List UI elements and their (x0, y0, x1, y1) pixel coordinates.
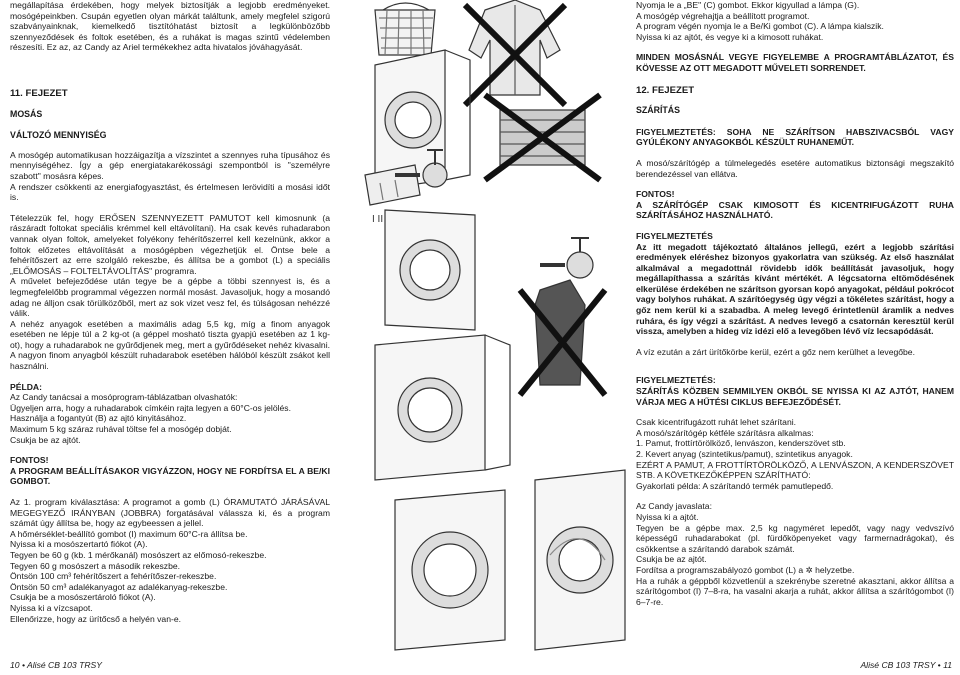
program-select-paragraph: Az 1. program kiválasztása: A programot a gomb (L) ÓRAMUTATÓ JÁRÁSÁVAL MEGEGYEZŐ IRÁNYBAN (JOBBRA) forgatásával válassza ki, és a program számát úgy állítsa be, hogy az egybeessen a jellel. (10, 497, 330, 529)
step-line: Tegyen be 60 g (kb. 1 mérőkanál) mosószert az előmosó-rekeszbe. (10, 549, 267, 560)
step-line: Öntsön 50 cm³ adalékanyagot az adalékanyag-rekeszbe. (10, 581, 228, 592)
program-table-note: MINDEN MOSÁSNÁL VEGYE FIGYELEMBE A PROGRAMTÁBLÁZATOT, ÉS KÖVESSE AZ OTT MEGADOTT MŰVELETI SORRENDET. (636, 52, 954, 73)
paragraph-closed-circuit: A víz ezután a zárt ürítőkörbe kerül, ezért a gőz nem kerülhet a levegőbe. (636, 346, 915, 357)
example-line: Használja a fogantyút (B) az ajtó kinyitásához. (10, 413, 187, 424)
svg-text:I II: I II (372, 214, 384, 225)
step-line: Öntsön 100 cm³ fehérítőszert a fehérítőszer-rekeszbe. (10, 571, 217, 582)
water-tap-icon (540, 238, 593, 278)
section-title-drying: SZÁRÍTÁS (636, 105, 680, 116)
important-title: FONTOS! (10, 455, 49, 466)
paragraph-cotton-drying: EZÉRT A PAMUT, A FROTTÍRTÖRÖLKÖZŐ, A LENVÁSZON, A KENDERSZÖVET STB. A KÖVETKEZŐKÉPPEN SZÁRÍTHATÓ: (636, 459, 954, 481)
warning-title: FIGYELMEZTETÉS (636, 230, 713, 241)
step-line: Nyissa ki a vízcsapot. (10, 602, 93, 613)
drying-type-2: 2. Kevert anyag (szintetikus/pamut), szintetikus anyagok. (636, 449, 853, 459)
paragraph-energy: A rendszer csökkenti az energiafogyasztást, és értelmesen lerövidíti a mosási időt is. (10, 181, 330, 203)
washing-machine-icon (375, 50, 470, 190)
laundry-basket-icon (375, 3, 435, 55)
step-line: Csukja be a mosószertároló fiókot (A). (10, 592, 156, 603)
footer-left-page-number: 10 • Alisé CB 103 TRSY (10, 660, 103, 670)
warning-general-text: Az itt megadott tájékoztató általános jellegű, ezért a legjobb szárítási eredmények eléréshez bizonyos gyakorlatra van szükség. Az első használat alkalmával a megadottnál rövidebb idők beállítását javasoljuk, hogy megállapíthassa a szárítás kívánt mértékét. A légcsatorna eltömődésének elkerülése érdekében ne szárítson gyorsan kopó anyagokat, például pokrócot vagy bolyhos ruhákat. A szárítóegység úgy végzi a tökéletes szárítást, hogy a gőz nem kerül ki a szabadba. A meleg levegő érintetlenül áramlik a nedves ruhára, és így végzi a szárítást. A nedves levegő a csatornán keresztül kerül vissza, amelyben a hideg víz idézi elő a levegőben lévő víz lecsapódását. (636, 241, 954, 337)
drying-type-1: 1. Pamut, frottírtörölköző, lenvászon, kenderszövet stb. (636, 438, 846, 449)
warning-door-text: SZÁRÍTÁS KÖZBEN SEMMILYEN OKBÓL SE NYISSA KI AZ AJTÓT, HANEM VÁRJA MEG A HŰTÉSI CIKLUS BEFEJEZŐDÉSÉT. (636, 386, 954, 407)
example-list (10, 392, 330, 445)
right-column (636, 0, 954, 607)
left-column (10, 89, 330, 624)
intro-paragraph: megállapítása érdekében, hogy melyek biztosítják a legjobb eredményeket. mosógépeinkben. Csupán egyetlen olyan márkát találtunk, amely megfelel szigorú szabványainknak, kiemelkedő tisztítóhatást biztosít a legkülönbözőbb szennyeződések és foltok esetében, és a ruhákat is magas szintű védelemben részesíti. Ez az, az Candy az Ariel termékekhez adta hivatalos jóváhagyását. (10, 0, 330, 53)
paragraph-max-load: A nehéz anyagok esetében a maximális adag 5,5 kg, míg a finom anyagok esetében ne lépje túl a 2 kg-ot (a géppel mosható tiszta gyapjú esetében az 1 kg-ot), hogy a ruhadarabok ne gyűrődjenek meg, mert a gyűrődéseket nehéz kivasalni. A nagyon finom anyagból készült ruhadarabok esetében hálóból készült zsákot kell használni. (10, 318, 330, 372)
right-top-line: A mosógép végrehajtja a beállított programot. (636, 10, 810, 21)
washing-machine-icon (395, 490, 505, 650)
example-line-right: Ha a ruhák a géppből közvetlenül a szekrénybe szeretné akasztani, akkor állítsa a szárítógombot (I) 7–8-ra, ha vasalni akarja a ruhát, akkor állítsa a szárítógombot (I) 6–7-re. (636, 575, 954, 607)
step-line: A hőmérséklet-beállító gombot (I) maximum 60°C-ra állítsa be. (10, 528, 248, 539)
paragraph-overheat: A mosó/szárítógép a túlmelegedés esetére automatikus biztonsági megszakító berendezéssel van ellátva. (636, 157, 954, 179)
jacket-crossed-icon (465, 0, 565, 105)
footer-right-page-number: Alisé CB 103 TRSY • 11 (860, 660, 952, 670)
right-top-line: Nyissa ki az ajtót, és vegye ki a kimosott ruhákat. (636, 31, 824, 42)
step-line: Nyissa ki a mosószertartó fiókot (A). (10, 539, 148, 550)
paragraph-practical-example: Gyakorlati példa: A szárítandó termék pamutlepedő. (636, 480, 834, 491)
example-line: Maximum 5 kg száraz ruhával töltse fel a mosógép dobját. (10, 424, 232, 435)
left-top-text-block (10, 0, 330, 53)
example-line: Az Candy tanácsai a mosóprogram-táblázatban olvashatók: (10, 392, 238, 403)
warning-foam: FIGYELMEZTETÉS: SOHA NE SZÁRÍTSON HABSZIVACSBÓL VAGY GYÚLÉKONY ANYAGOKBÓL KÉSZÜLT RUHANEMŰT. (636, 126, 954, 148)
example-line-right: Az Candy javaslata: (636, 501, 712, 512)
right-top-line: A program végén nyomja le a Be/Ki gombot (C). A lámpa kialszik. (636, 21, 884, 32)
important-title-right: FONTOS! (636, 189, 675, 200)
paragraph-two-types: A mosó/szárítógép kétféle szárításra alkalmas: (636, 427, 814, 438)
example-line: Ügyeljen arra, hogy a ruhadarabok címkéin rajta legyen a 60°C-os jelölés. (10, 402, 291, 413)
warning-door-title: FIGYELMEZTETÉS: (636, 375, 716, 386)
example-line-right: Tegyen be a gépbe max. 2,5 kg nagyméret lepedőt, vagy nagy vedvszívó képességű ruhadarabokat (pl. fürdőköpenyeket vagy farmernadrágokat), és csökkentse a szárítandó darabok számát. (636, 522, 954, 554)
subsection-variable-quantity: VÁLTOZÓ MENNYISÉG (10, 130, 107, 141)
step-line: Ellenőrizze, hogy az ürítőcső a helyén van-e. (10, 613, 182, 624)
important-text-right: A SZÁRÍTÓGÉP CSAK KIMOSOTT ÉS KICENTRIFUGÁZOTT RUHA SZÁRÍTÁSÁHOZ HASZNÁLHATÓ. (636, 199, 954, 221)
washing-machine-icon (375, 335, 510, 480)
shirt-crossed-icon (520, 280, 605, 395)
paragraph-spun-only: Csak kicentrifugázott ruhát lehet szárítani. (636, 417, 797, 428)
example-line-right: Nyissa ki a ajtót. (636, 511, 699, 522)
paragraph-after-prewash: A művelet befejeződése után tegye be a gépbe a többi szennyest is, és a legmegfelelőbb programmal végezzen normál mosást. Javasoljuk, hogy a mosandó adag ne álljon csak törülközőből, mert az sok vizet vesz fel, és túlságosan nehézzé válik. (10, 276, 330, 319)
paragraph-auto-level: A mosógép automatikusan hozzáigazítja a vízszintet a szennyes ruha típusához és mennyiségéhez. Így a gép energiatakarékossági szempontból is "személyre szabott" mosásra képes. (10, 149, 330, 181)
paragraph-heavily-soiled: Tételezzük fel, hogy ERŐSEN SZENNYEZETT PAMUTOT kell kimosnunk (a rászáradt foltokat speciális krémmel kell eltávolítani). Ha csak kevés ruhadarabon vannak olyan foltok, amelyeket folyékony fehérítőszerrel kell kezelnünk, akkor a foltok előzetes eltávolítását a mosógépben végezhetjük el. Öntse bele a fehérítőszert az erre szolgáló rekeszbe, és állítsa be a gombot (L) a speciális „ELŐMOSÁS – FOLTELTÁVOLÍTÁS" programra. (10, 212, 330, 276)
illustration-strip (335, 0, 631, 655)
chapter-title-12: 12. FEJEZET (636, 84, 695, 96)
example-line-right: Fordítsa a programszabályozó gombot (L) a ✲ helyzetbe. (636, 564, 855, 575)
example-line: Csukja be az ajtót. (10, 434, 81, 445)
wash-steps-list (10, 529, 330, 624)
section-title-wash: MOSÁS (10, 108, 43, 119)
dryer-door-icon (535, 470, 625, 650)
example-title: PÉLDA: (10, 381, 42, 392)
chapter-title-11: 11. FEJEZET (10, 88, 68, 99)
step-line: Tegyen 60 g mosószert a második rekeszbe. (10, 560, 181, 571)
knit-fabric-crossed-icon (485, 95, 600, 180)
right-top-line: Nyomja le a „BE" (C) gombot. Ekkor kigyullad a lámpa (G). (636, 0, 860, 10)
example-line-right: Csukja be az ajtót. (636, 554, 707, 565)
washing-machine-icon (385, 210, 475, 330)
important-text: A PROGRAM BEÁLLÍTÁSAKOR VIGYÁZZON, HOGY NE FORDÍTSA EL A BE/KI GOMBOT. (10, 465, 330, 487)
